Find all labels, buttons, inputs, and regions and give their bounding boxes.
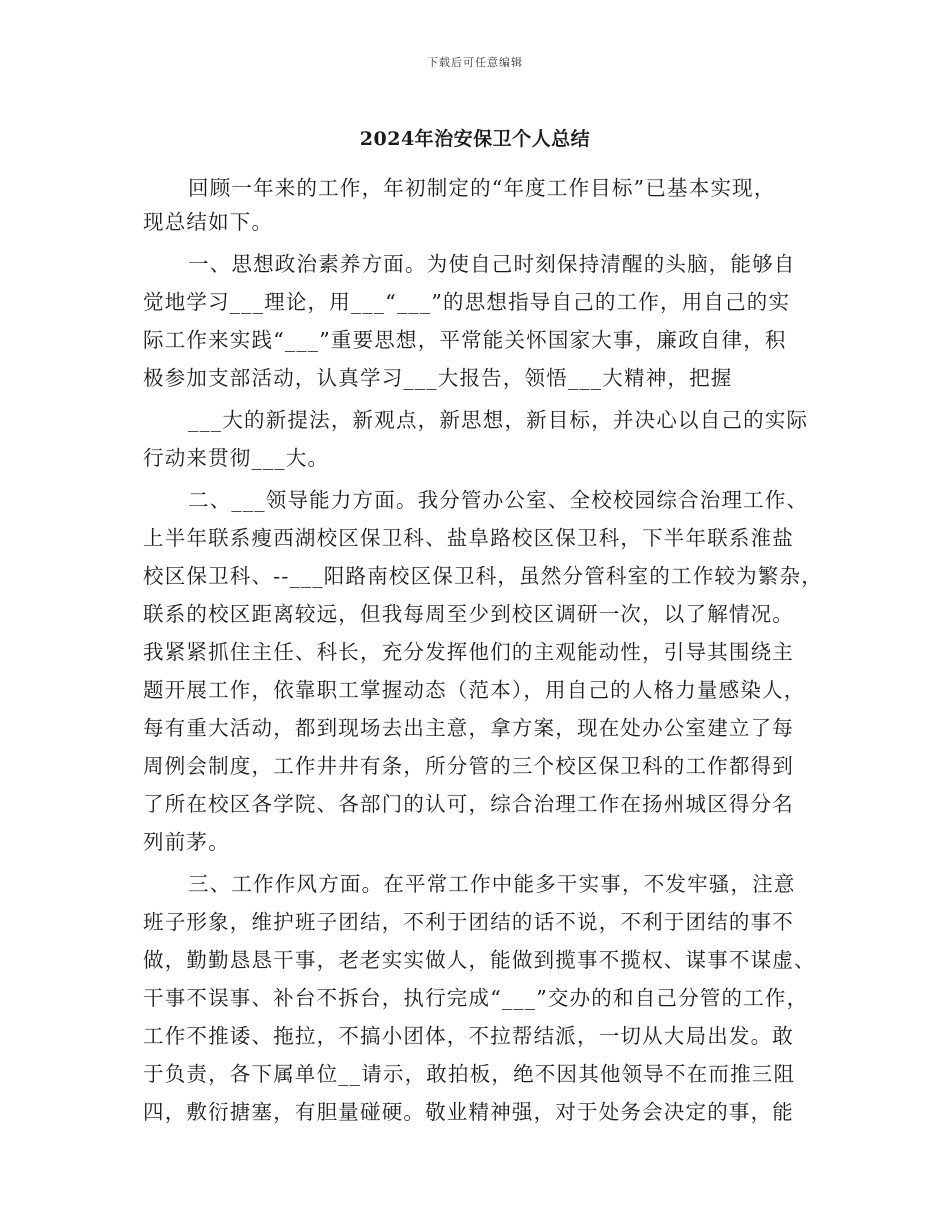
document-title: 2024年治安保卫个人总结	[359, 128, 591, 150]
paragraph-line: ___大的新提法，新观点，新思想，新目标，并决心以自己的实际	[188, 408, 809, 432]
paragraph-line: 三、工作作风方面。在平常工作中能多干实事，不发牢骚，注意	[188, 872, 796, 896]
paragraph-line: 一、思想政治素养方面。为使自己时刻保持清醒的头脑，能够自	[188, 252, 796, 276]
paragraph-line: 上半年联系瘦西湖校区保卫科、盐阜路校区保卫科，下半年联系淮盐	[143, 526, 794, 550]
paragraph-line: 列前茅。	[143, 830, 230, 854]
paragraph-line: 现总结如下。	[143, 210, 274, 234]
paragraph-line: 周例会制度，工作井井有条，所分管的三个校区保卫科的工作都得到	[143, 754, 794, 778]
paragraph-line: 于负责，各下属单位__请示，敢拍板，绝不因其他领导不在而推三阻	[143, 1062, 796, 1086]
paragraph-line: 四，敷衍搪塞，有胆量碰硬。敬业精神强，对于处务会决定的事，能	[143, 1100, 794, 1124]
paragraph-line: 际工作来实践“___”重要思想，平常能关怀国家大事，廉政自律，积	[143, 328, 787, 352]
paragraph-line: 班子形象，维护班子团结，不利于团结的话不说，不利于团结的事不	[143, 910, 794, 934]
paragraph-line: 每有重大活动，都到现场去出主意，拿方案，现在处办公室建立了每	[143, 716, 794, 740]
paragraph-line: 干事不误事、补台不拆台，执行完成“___”交办的和自己分管的工作，	[143, 986, 809, 1010]
paragraph-line: 行动来贯彻___大。	[143, 446, 330, 470]
paragraph-line: 回顾一年来的工作，年初制定的“年度工作目标”已基本实现，	[188, 176, 776, 200]
paragraph-line: 工作不推诿、拖拉，不搞小团体，不拉帮结派，一切从大局出发。敢	[143, 1024, 794, 1048]
paragraph-line: 二、___领导能力方面。我分管办公室、全校校园综合治理工作、	[188, 488, 809, 512]
paragraph-line: 联系的校区距离较远，但我每周至少到校区调研一次，以了解情况。	[143, 602, 794, 626]
paragraph-line: 我紧紧抓住主任、科长，充分发挥他们的主观能动性，引导其围绕主	[143, 640, 794, 664]
paragraph-line: 校区保卫科、--___阳路南校区保卫科，虽然分管科室的工作较为繁杂，	[143, 564, 823, 588]
paragraph-line: 觉地学习___理论，用___“___”的思想指导自己的工作，用自己的实	[143, 290, 791, 314]
paragraph-line: 题开展工作，依靠职工掌握动态（范本），用自己的人格力量感染人，	[143, 678, 806, 702]
paragraph-line: 极参加支部活动，认真学习___大报告，领悟___大精神，把握	[143, 366, 733, 390]
paragraph-line: 做，勤勤恳恳干事，老老实实做人，能做到揽事不揽权、谋事不谋虚、	[143, 948, 816, 972]
page-header-note: 下载后可任意编辑	[427, 56, 523, 69]
paragraph-line: 了所在校区各学院、各部门的认可，综合治理工作在扬州城区得分名	[143, 792, 794, 816]
